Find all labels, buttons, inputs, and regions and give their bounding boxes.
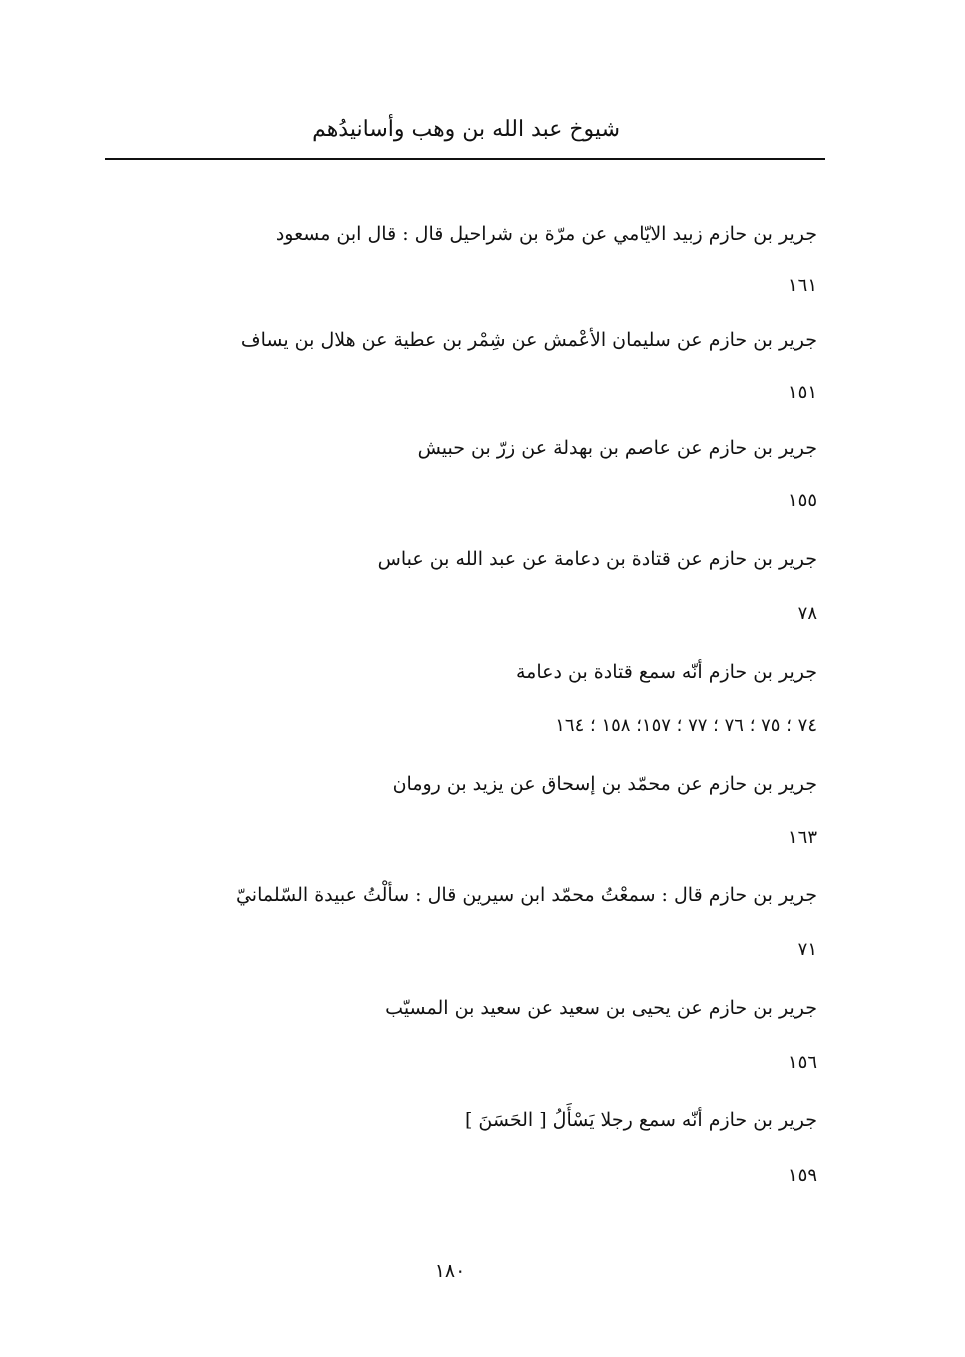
entry-refs: ٧١ [797, 939, 817, 960]
entry-refs: ٧٤ ؛ ٧٥ ؛ ٧٦ ؛ ٧٧ ؛ ١٥٧؛ ١٥٨ ؛ ١٦٤ [555, 715, 817, 736]
page-number: ١٨٠ [434, 1260, 466, 1282]
entry-refs: ٧٨ [797, 603, 817, 624]
entry-refs: ١٦٣ [787, 827, 817, 848]
entry-isnad: جرير بن حازم عن محمّد بن إسحاق عن يزيد بن رومان [392, 773, 817, 795]
entry-isnad: جرير بن حازم أنّه سمع رجلا يَسْأَلُ [ الحَسَنَ ] [464, 1109, 817, 1131]
header-divider [105, 158, 825, 160]
entry-isnad: جرير بن حازم زبيد الايّامي عن مرّة بن شراحيل قال : قال ابن مسعود [275, 223, 817, 245]
entry-refs: ١٦١ [787, 275, 817, 296]
page-header-title: شيوخ عبد الله بن وهب وأسانيدُهم [312, 117, 620, 142]
entry-isnad: جرير بن حازم أنّه سمع قتادة بن دعامة [516, 661, 817, 683]
entry-refs: ١٥٩ [787, 1165, 817, 1186]
entry-refs: ١٥٦ [787, 1052, 817, 1073]
entry-isnad: جرير بن حازم عن قتادة بن دعامة عن عبد الله بن عباس [377, 548, 817, 570]
entry-isnad: جرير بن حازم عن يحيى بن سعيد عن سعيد بن المسيّب [385, 997, 817, 1019]
entry-isnad: جرير بن حازم عن عاصم بن بهدلة عن زرّ بن حبيش [417, 437, 817, 459]
entry-refs: ١٥٥ [787, 490, 817, 511]
entry-isnad: جرير بن حازم قال : سمعْتُ محمّد ابن سيرين قال : سألْتُ عبيدة السّلمانيّ [235, 884, 817, 906]
entry-isnad: جرير بن حازم عن سليمان الأعْمش عن شِمْر بن عطية عن هلال بن يساف [240, 329, 817, 351]
entry-refs: ١٥١ [787, 382, 817, 403]
